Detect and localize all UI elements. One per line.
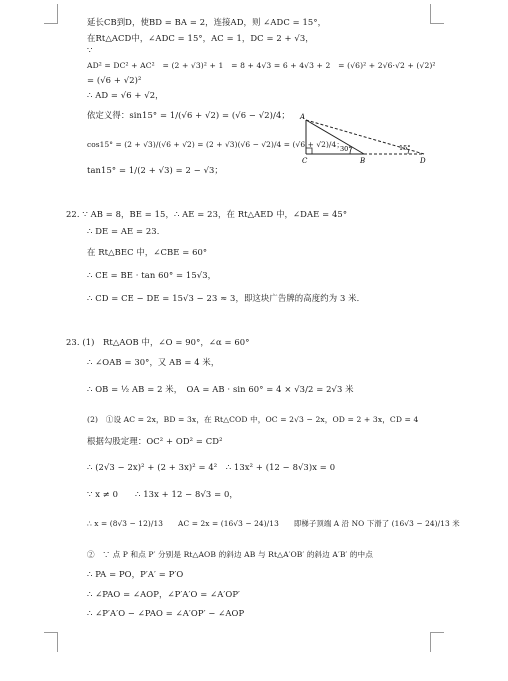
text-line: 依定义得：sin15° = 1/(√6 + √2) = (√6 − √2)/4； xyxy=(87,110,290,120)
crop-mark-top-left xyxy=(57,4,58,24)
crop-mark-bottom-right-h xyxy=(430,632,444,633)
text-line: 在 Rt△BEC 中，∠CBE = 60° xyxy=(87,247,208,257)
label-D: D xyxy=(420,157,426,165)
text-line: ∴ CE = BE · tan 60° = 15√3， xyxy=(87,270,217,280)
text-line: ∵ x ≠ 0 ∴ 13x + 12 − 8√3 = 0， xyxy=(87,489,238,499)
text-line: ∵ xyxy=(87,45,93,55)
text-line: cos15° = (2 + √3)/(√6 + √2) = (2 + √3)(√6 − √2)/4 = (√6 + √2)/4； xyxy=(87,140,344,149)
text-line: tan15° = 1/(2 + √3) = 2 − √3； xyxy=(87,165,223,175)
text-line: ∴ CD = CE − DE = 15√3 − 23 ≈ 3，即这块广告牌的高度约为 3 米． xyxy=(87,293,366,303)
text-line: ② ∵ 点 P 和点 P′ 分别是 Rt△AOB 的斜边 AB 与 Rt△A′OB′ 的斜边 A′B′ 的中点 xyxy=(87,550,373,559)
crop-mark-bottom-left-h xyxy=(44,632,58,633)
crop-mark-top-right xyxy=(430,4,431,24)
triangle-figure xyxy=(296,110,436,166)
text-line: ∴ ∠P′A′O − ∠PAO = ∠A′OP′ − ∠AOP xyxy=(87,608,245,618)
crop-mark-top-right-h xyxy=(430,23,444,24)
angle-15-label: 15° xyxy=(399,144,411,152)
text-line: ∴ x = (8√3 − 12)/13 AC = 2x = (16√3 − 24)/13 即梯子顶端 A 沿 NO 下滑了 (16√3 − 24)/13 米 xyxy=(87,519,460,528)
label-A: A xyxy=(300,113,306,121)
text-line: = (√6 + √2)² xyxy=(87,75,142,85)
text-line: 23. (1) Rt△AOB 中，∠O = 90°，∠α = 60° xyxy=(66,337,250,347)
text-line: AD² = DC² + AC² = (2 + √3)² + 1 = 8 + 4√3 = 6 + 4√3 + 2 = (√6)² + 2√6·√2 + (√2)² xyxy=(87,61,436,70)
text-line: 根据勾股定理：OC² + OD² = CD² xyxy=(87,436,223,446)
label-B: B xyxy=(360,157,366,165)
text-line: ∴ DE = AE = 23． xyxy=(87,226,166,236)
text-line: (2) ①设 AC = 2x，BD = 3x，在 Rt△COD 中，OC = 2√3 − 2x，OD = 2 + 3x，CD = 4 xyxy=(87,415,419,424)
crop-mark-top-left-h xyxy=(44,23,58,24)
text-line: ∴ (2√3 − 2x)² + (2 + 3x)² = 4² ∴ 13x² + (12 − 8√3)x = 0 xyxy=(87,462,336,472)
text-line: 22. ∵ AB = 8，BE = 15，∴ AE = 23，在 Rt△AED 中，∠DAE = 45° xyxy=(66,209,348,219)
label-C: C xyxy=(302,157,308,165)
text-line: ∴ OB = ½ AB = 2 米， OA = AB · sin 60° = 4 × √3/2 = 2√3 米 xyxy=(87,384,354,394)
text-line: ∴ PA = PO，P′A′ = P′O xyxy=(87,569,184,579)
crop-mark-bottom-right xyxy=(430,632,431,652)
text-line: ∴ ∠OAB = 30°，又 AB = 4 米， xyxy=(87,357,220,367)
angle-30-label: 30° xyxy=(340,145,352,153)
text-line: ∴ ∠PAO = ∠AOP，∠P′A′O = ∠A′OP′ xyxy=(87,589,241,599)
text-line: ∴ AD = √6 + √2， xyxy=(87,90,164,100)
text-line: 在Rt△ACD中，∠ADC = 15°，AC = 1，DC = 2 + √3， xyxy=(87,33,314,43)
crop-mark-bottom-left xyxy=(57,632,58,652)
text-line: 延长CB到D，使BD = BA = 2，连接AD，则 ∠ADC = 15°， xyxy=(87,17,327,27)
